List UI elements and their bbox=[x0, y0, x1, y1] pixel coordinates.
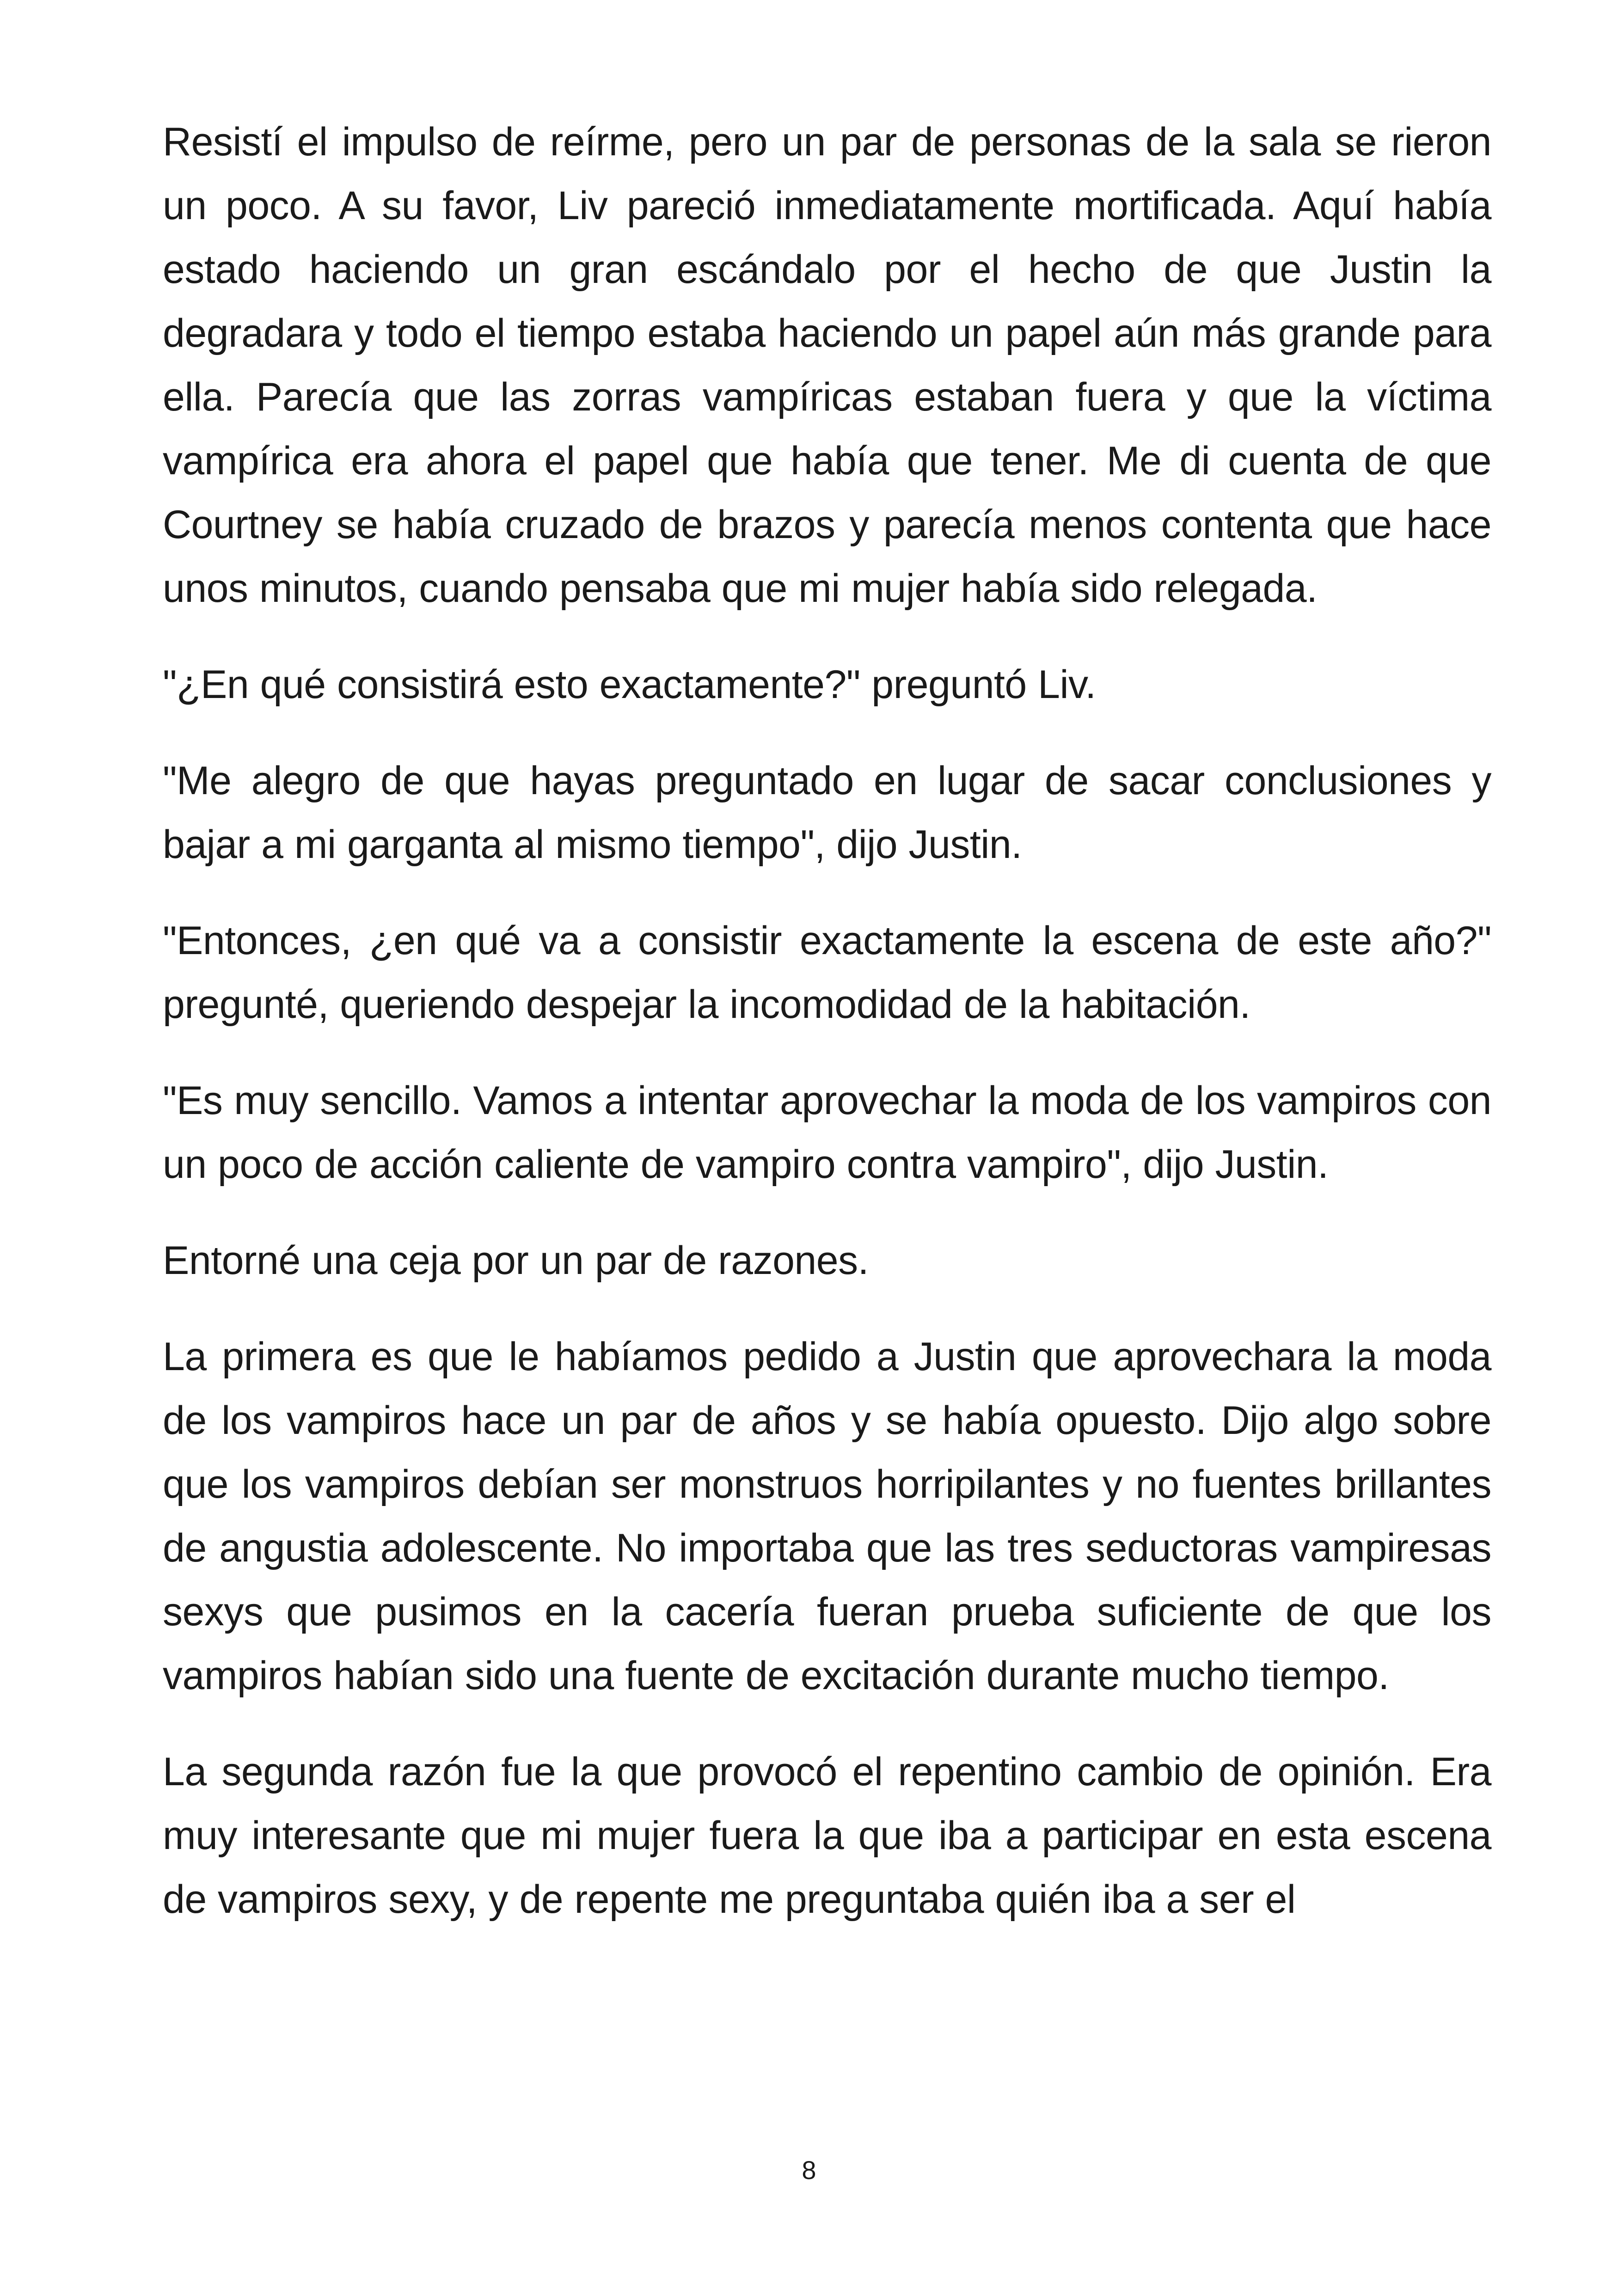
paragraph: "¿En qué consistirá esto exactamente?" preguntó Liv. bbox=[163, 662, 1096, 707]
paragraph: "Me alegro de que hayas preguntado en lugar de sacar conclusiones y bajar a mi garganta al mismo tiempo", dijo Justin. bbox=[163, 759, 1491, 867]
page-body bbox=[163, 110, 1491, 1931]
paragraph: Entorné una ceja por un par de razones. bbox=[163, 1238, 869, 1283]
paragraph: "Entonces, ¿en qué va a consistir exactamente la escena de este año?" pregunté, queriendo despejar la incomodidad de la habitación. bbox=[163, 918, 1491, 1027]
page-number: 8 bbox=[802, 2155, 816, 2185]
paragraph: "Es muy sencillo. Vamos a intentar aprovechar la moda de los vampiros con un poco de acción caliente de vampiro contra vampiro", dijo Justin. bbox=[163, 1078, 1491, 1187]
paragraph: La primera es que le habíamos pedido a Justin que aprovechara la moda de los vampiros hace un par de años y se había opuesto. Dijo algo sobre que los vampiros debían ser monstruos horripilantes y no fuentes brillantes de angustia adolescente. No importaba que las tres seductoras vampiresas sexys que pusimos en la cacería fueran prueba suficiente de que los vampiros habían sido una fuente de excitación durante mucho tiempo. bbox=[163, 1335, 1491, 1698]
paragraph: La segunda razón fue la que provocó el repentino cambio de opinión. Era muy interesante que mi mujer fuera la que iba a participar en esta escena de vampiros sexy, y de repente me preguntaba quién iba a ser el bbox=[163, 1750, 1491, 1922]
paragraph: Resistí el impulso de reírme, pero un par de personas de la sala se rieron un poco. A su favor, Liv pareció inmediatamente mortificada. Aquí había estado haciendo un gran escándalo por el hecho de que Justin la degradara y todo el tiempo estaba haciendo un papel aún más grande para ella. Parecía que las zorras vampíricas estaban fuera y que la víctima vampírica era ahora el papel que había que tener. Me di cuenta de que Courtney se había cruzado de brazos y parecía menos contenta que hace unos minutos, cuando pensaba que mi mujer había sido relegada. bbox=[163, 120, 1491, 611]
